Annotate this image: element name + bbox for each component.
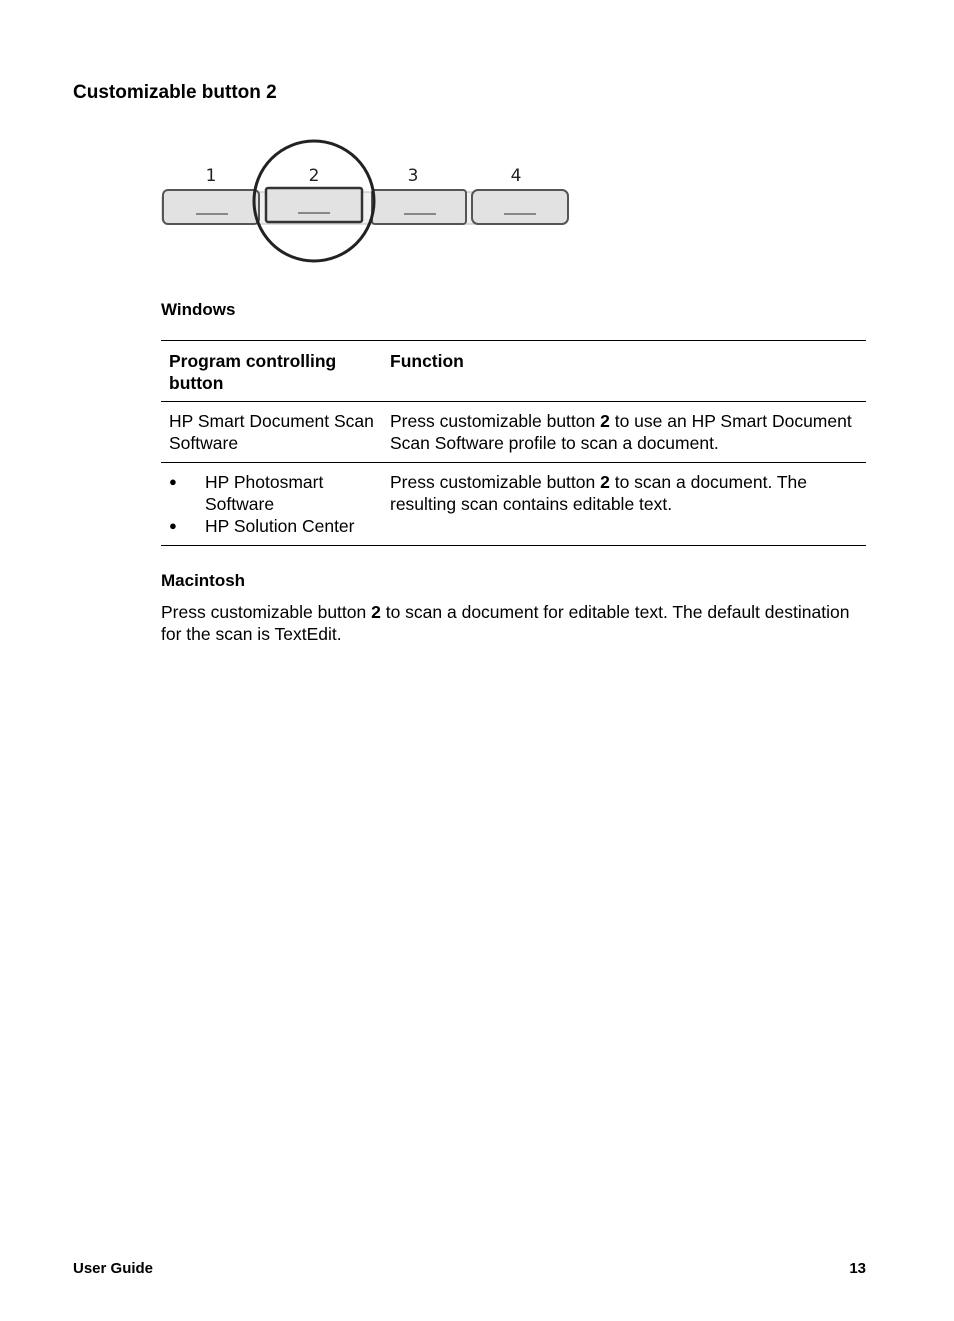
list-item: ● HP Photosmart Software [169,471,374,515]
panel-button-1 [163,166,259,224]
header-function: Function [390,351,464,371]
section-title: Customizable button 2 [73,82,277,103]
footer-guide-title: User Guide [73,1260,154,1277]
mac-body-post: to scan a document for editable text. The default destination for the scan is TextEdit. [161,602,850,644]
row2-programs [161,463,382,546]
table-row [161,463,866,546]
mac-body-num: 2 [371,602,381,622]
panel-button-2-label: 2 [308,166,320,186]
macintosh-heading: Macintosh [161,571,246,590]
row2-function-post: to scan a document. The resulting scan contains editable text. [390,472,808,514]
panel-button-2 [266,166,362,222]
footer-page-number: 13 [849,1260,866,1277]
header-program: Program controlling button [169,351,337,393]
row1-function-post: to use an HP Smart Document Scan Software profile to scan a document. [390,411,852,453]
row2-function [382,463,866,546]
table-header-row [161,341,866,402]
button-panel-svg [158,134,574,268]
panel-button-3 [372,166,466,224]
panel-button-4 [472,166,568,224]
row2-function-num: 2 [600,472,610,492]
macintosh-body [161,601,873,645]
mac-body-pre: Press customizable button [161,602,372,622]
row1-function-num: 2 [600,411,610,431]
windows-heading: Windows [161,300,236,319]
row2-function-pre: Press customizable button [390,472,601,492]
row1-function [382,402,866,463]
panel-button-3-label: 3 [407,166,419,186]
panel-button-4-label: 4 [510,166,522,186]
row1-program: HP Smart Document Scan Software [169,411,374,453]
table-row [161,402,866,463]
program-list [169,471,374,537]
button-panel-illustration [158,134,574,268]
windows-function-table [161,340,866,546]
list-item: ● HP Solution Center [169,515,374,537]
row1-function-pre: Press customizable button [390,411,601,431]
panel-button-1-label: 1 [205,166,217,186]
